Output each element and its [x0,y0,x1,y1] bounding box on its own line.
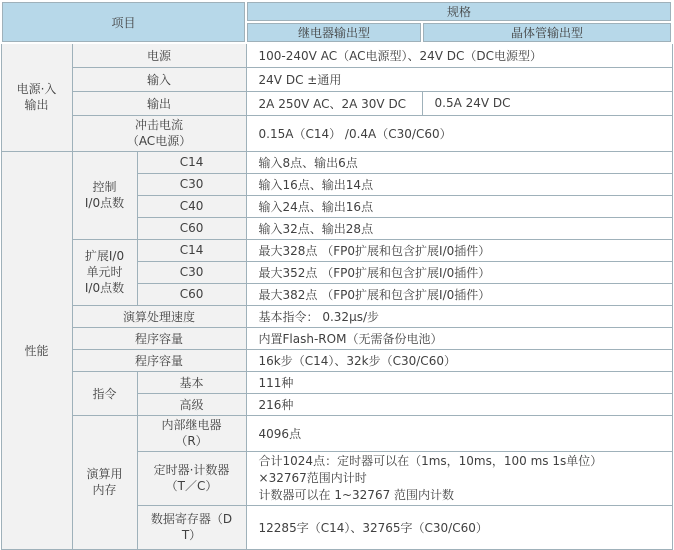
label-expansion-c60: C60 [137,283,246,305]
value-instructions-basic: 111种 [246,371,672,393]
header-item: 项目 [1,1,246,43]
value-timer-counter-line1: 合计1024点：定时器可以在（1ms，10ms，100 ms 1s单位） [258,453,603,468]
value-timer-counter-line2: ×32767范围内计时 [258,470,367,485]
label-data-register-line2: T） [181,528,202,542]
subgroup-expansion-io-line2: 单元时 [86,265,123,279]
value-timer-counter [246,451,672,505]
value-instructions-advanced: 216种 [246,393,672,415]
value-output-transistor: 0.5A 24V DC [422,91,672,115]
subgroup-operation-memory [72,415,137,549]
label-program-capacity-2: 程序容量 [72,349,246,371]
label-control-c60: C60 [137,217,246,239]
label-expansion-c14: C14 [137,239,246,261]
row-input [1,67,672,91]
label-control-c40: C40 [137,195,246,217]
value-inrush-current: 0.15A（C14） /0.4A（C30/C60） [246,115,672,151]
label-output: 输出 [72,91,246,115]
label-instructions-basic: 基本 [137,371,246,393]
subgroup-operation-memory-line1: 演算用 [86,467,123,481]
label-power: 电源 [72,43,246,67]
label-timer-counter [137,451,246,505]
subgroup-control-io-line1: 控制 [92,180,117,194]
label-timer-counter-line1: 定时器·计数器 [153,463,230,477]
header-row-top [1,1,672,22]
value-power: 100-240V AC（AC电源型）、24V DC（DC电源型） [246,43,672,67]
label-internal-relay [137,415,246,451]
subgroup-expansion-io [72,239,137,305]
value-control-c60: 输入32点、输出28点 [246,217,672,239]
label-control-c14: C14 [137,151,246,173]
value-program-capacity-1: 内置Flash-ROM（无需备份电池） [246,327,672,349]
value-expansion-c30: 最大352点 （FP0扩展和包含扩展I/0插件） [246,261,672,283]
label-inrush-line2: （AC电源） [126,134,192,148]
value-program-capacity-2: 16k步（C14）、32k步（C30/C60） [246,349,672,371]
label-program-capacity-1: 程序容量 [72,327,246,349]
row-internal-relay [1,415,672,451]
row-expansion-io-c14 [1,239,672,261]
row-inrush-current [1,115,672,151]
row-program-capacity-1 [1,327,672,349]
label-timer-counter-line2: （T／C） [165,479,218,493]
header-spec: 规格 [246,1,672,22]
subgroup-instructions: 指令 [72,371,137,415]
subgroup-expansion-io-line1: 扩展I/0 [84,249,125,263]
group-power-io-line2: 输出 [24,98,49,113]
subgroup-operation-memory-line2: 内存 [92,483,117,497]
label-expansion-c30: C30 [137,261,246,283]
row-control-io-c14 [1,151,672,173]
label-data-register-line1: 数据寄存器（D [150,512,233,526]
value-expansion-c14: 最大328点 （FP0扩展和包含扩展I/0插件） [246,239,672,261]
subgroup-control-io-line2: I/0点数 [84,196,125,210]
subgroup-expansion-io-line3: I/0点数 [84,281,125,295]
header-transistor-type: 晶体管输出型 [422,22,672,43]
label-instructions-advanced: 高级 [137,393,246,415]
subgroup-control-io [72,151,137,239]
value-processing-speed: 基本指令： 0.32μs/步 [246,305,672,327]
group-power-io-line1: 电源·入 [16,82,57,97]
row-output [1,91,672,115]
row-processing-speed [1,305,672,327]
header-relay-type: 继电器输出型 [246,22,422,43]
label-control-c30: C30 [137,173,246,195]
label-internal-relay-line2: （R） [175,434,208,448]
value-expansion-c60: 最大382点 （FP0扩展和包含扩展I/0插件） [246,283,672,305]
value-timer-counter-line3: 计数器可以在 1~32767 范围内计数 [258,487,455,502]
value-control-c40: 输入24点、输出16点 [246,195,672,217]
label-input: 输入 [72,67,246,91]
value-control-c14: 输入8点、输出6点 [246,151,672,173]
value-internal-relay: 4096点 [246,415,672,451]
row-power [1,43,672,67]
value-control-c30: 输入16点、输出14点 [246,173,672,195]
label-data-register [137,505,246,549]
label-internal-relay-line1: 内部继电器 [161,418,222,432]
row-instructions-basic [1,371,672,393]
value-input: 24V DC ±通用 [246,67,672,91]
label-inrush-line1: 冲击电流 [135,118,184,132]
label-inrush-current [72,115,246,151]
value-data-register: 12285字（C14）、32765字（C30/C60） [246,505,672,549]
value-output-relay: 2A 250V AC、2A 30V DC [246,91,422,115]
label-processing-speed: 演算处理速度 [72,305,246,327]
group-performance: 性能 [1,151,72,549]
row-program-capacity-2 [1,349,672,371]
group-power-io [1,43,72,151]
